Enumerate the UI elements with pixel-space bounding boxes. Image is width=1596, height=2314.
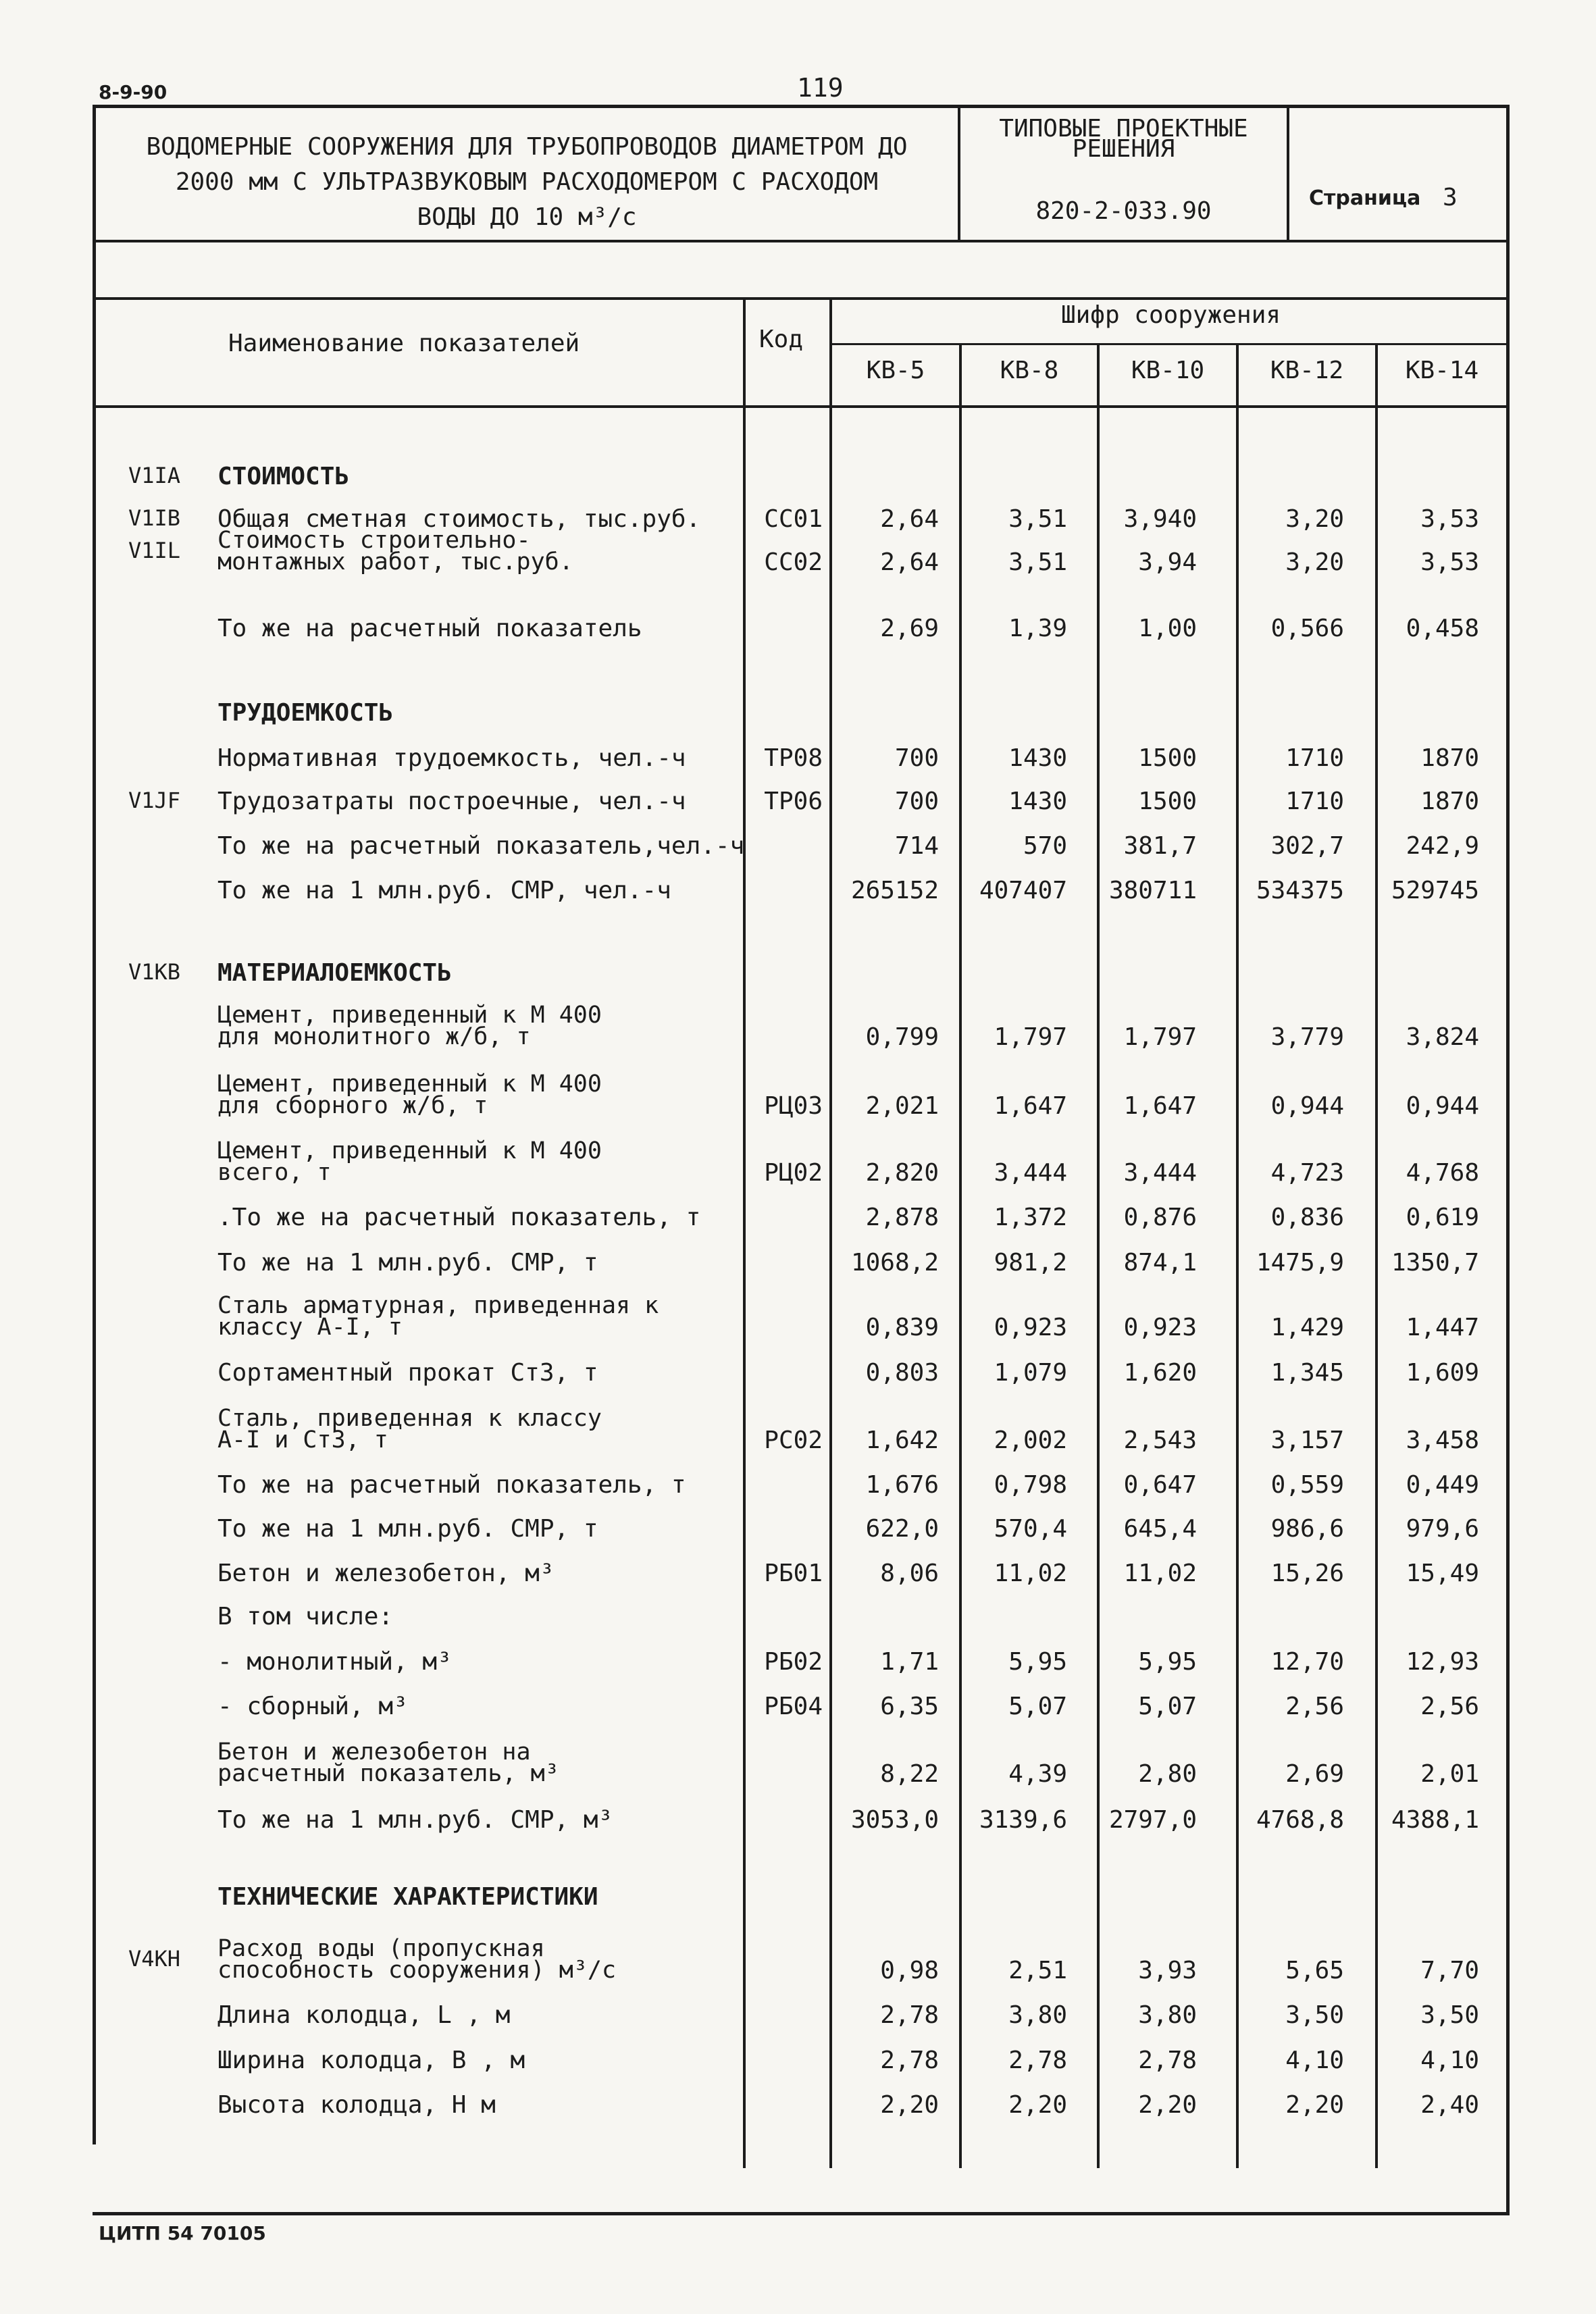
cell-value: 3,458 bbox=[1406, 1426, 1479, 1454]
row-label-line: для монолитного ж/б, т bbox=[217, 1023, 531, 1050]
structure-header: КВ-5 bbox=[866, 357, 925, 384]
cell-value: 3,53 bbox=[1420, 505, 1479, 533]
cell-value: 3,50 bbox=[1420, 2001, 1479, 2029]
row-label: То же на 1 млн.руб. СМР, чел.-ч bbox=[217, 877, 671, 904]
structure-header: КВ-10 bbox=[1131, 357, 1205, 384]
document-title: ВОДОМЕРНЫЕ СООРУЖЕНИЯ ДЛЯ ТРУБОПРОВОДОВ ДИАМЕТРОМ ДО 2000 мм С УЛЬТРАЗВУКОВЫМ РАСХОДОМЕРОМ С РАСХОДОМ ВОДЫ ДО 10 м³/с bbox=[146, 133, 908, 231]
row-label: То же на расчетный показатель bbox=[217, 615, 642, 642]
cell-value: 0,836 bbox=[1270, 1204, 1344, 1231]
row-label: - монолитный, м³ bbox=[217, 1648, 452, 1676]
section-title: ТЕХНИЧЕСКИЕ ХАРАКТЕРИСТИКИ bbox=[217, 1883, 598, 1911]
cell-value: 0,876 bbox=[1123, 1204, 1197, 1231]
cell-value: 0,944 bbox=[1406, 1092, 1479, 1120]
row-label-line: способность сооружения) м³/с bbox=[217, 1957, 617, 1984]
cell-value: 15,49 bbox=[1406, 1560, 1479, 1587]
series-label: ТИПОВЫЕ ПРОЕКТНЫЕ РЕШЕНИЯ bbox=[999, 115, 1248, 163]
cell-value: 3,80 bbox=[1138, 2001, 1197, 2029]
row-label: Бетон и железобетон, м³ bbox=[217, 1560, 555, 1587]
cell-value: 2,78 bbox=[1008, 2047, 1067, 2074]
cell-value: 645,4 bbox=[1123, 1515, 1197, 1543]
row-label: .То же на расчетный показатель, т bbox=[217, 1204, 701, 1231]
cell-value: 1430 bbox=[1008, 744, 1067, 772]
section-title: МАТЕРИАЛОЕМКОСТЬ bbox=[217, 959, 452, 987]
cell-value: 3,51 bbox=[1008, 505, 1067, 533]
cell-value: 570 bbox=[1023, 832, 1067, 860]
cell-value: 1,620 bbox=[1123, 1359, 1197, 1387]
cell-value: 2,01 bbox=[1420, 1760, 1479, 1788]
cell-value: 2,69 bbox=[880, 615, 939, 642]
row-label: Общая сметная стоимость, тыс.руб. bbox=[217, 505, 701, 533]
cell-value: 0,944 bbox=[1270, 1092, 1344, 1120]
cell-value: 4768,8 bbox=[1256, 1806, 1344, 1834]
row-label: То же на расчетный показатель, т bbox=[217, 1471, 686, 1499]
cell-value: 2,51 bbox=[1008, 1957, 1067, 1984]
cell-value: 3,444 bbox=[994, 1159, 1067, 1187]
series-code: 820-2-033.90 bbox=[1035, 197, 1212, 225]
cell-value: 8,22 bbox=[880, 1760, 939, 1788]
column-header-name: Наименование показателей bbox=[228, 330, 580, 357]
row-label-line: Расход воды (пропускная bbox=[217, 1935, 545, 1962]
cell-value: 5,95 bbox=[1138, 1648, 1197, 1676]
cell-value: 0,923 bbox=[1123, 1314, 1197, 1341]
cell-value: 2,56 bbox=[1420, 1693, 1479, 1720]
cell-value: 2,64 bbox=[880, 548, 939, 576]
cell-value: 1,797 bbox=[1123, 1023, 1197, 1051]
cell-value: 714 bbox=[894, 832, 939, 860]
cell-value: 2,64 bbox=[880, 505, 939, 533]
cell-value: 0,566 bbox=[1270, 615, 1344, 642]
cell-value: 4,768 bbox=[1406, 1159, 1479, 1187]
row-label-line: монтажных работ, тыс.руб. bbox=[217, 548, 573, 575]
row-code: РБ04 bbox=[764, 1693, 823, 1720]
cell-value: 1,345 bbox=[1270, 1359, 1344, 1387]
date-stamp: 8-9-90 bbox=[99, 81, 168, 103]
row-label-line: Сталь, приведенная к классу bbox=[217, 1405, 602, 1432]
column-header-code: Код bbox=[759, 326, 804, 353]
cell-value: 3,20 bbox=[1285, 548, 1344, 576]
cell-value: 3,824 bbox=[1406, 1023, 1479, 1051]
cell-value: 1,447 bbox=[1406, 1314, 1479, 1341]
cell-value: 302,7 bbox=[1270, 832, 1344, 860]
row-label: То же на 1 млн.руб. СМР, м³ bbox=[217, 1806, 613, 1834]
footer-code: ЦИТП 54 70105 bbox=[99, 2222, 266, 2244]
row-label: - сборный, м³ bbox=[217, 1693, 408, 1720]
cell-value: 12,93 bbox=[1406, 1648, 1479, 1676]
row-label-line: Стоимость строительно- bbox=[217, 527, 531, 554]
cell-value: 1,676 bbox=[865, 1471, 939, 1499]
cell-value: 1870 bbox=[1420, 788, 1479, 815]
cell-value: 0,799 bbox=[865, 1023, 939, 1051]
cell-value: 0,798 bbox=[994, 1471, 1067, 1499]
cell-value: 2,78 bbox=[880, 2047, 939, 2074]
cell-value: 2797,0 bbox=[1108, 1806, 1197, 1834]
cell-value: 3,20 bbox=[1285, 505, 1344, 533]
row-label-line: Цемент, приведенный к М 400 bbox=[217, 1002, 602, 1029]
cell-value: 1,647 bbox=[994, 1092, 1067, 1120]
cell-value: 0,98 bbox=[880, 1957, 939, 1984]
cell-value: 3,53 bbox=[1420, 548, 1479, 576]
row-label: Нормативная трудоемкость, чел.-ч bbox=[217, 744, 686, 772]
structure-header: КВ-8 bbox=[1000, 357, 1059, 384]
cell-value: 5,65 bbox=[1285, 1957, 1344, 1984]
row-label-line: расчетный показатель, м³ bbox=[217, 1760, 559, 1787]
cell-value: 1,372 bbox=[994, 1204, 1067, 1231]
cell-value: 1,079 bbox=[994, 1359, 1067, 1387]
row-mark: V4KH bbox=[128, 1946, 181, 1972]
section-title: ТРУДОЕМКОСТЬ bbox=[217, 699, 394, 727]
cell-value: 4,39 bbox=[1008, 1760, 1067, 1788]
cell-value: 2,20 bbox=[1138, 2091, 1197, 2119]
cell-value: 0,923 bbox=[994, 1314, 1067, 1341]
cell-value: 3,51 bbox=[1008, 548, 1067, 576]
cell-value: 1710 bbox=[1285, 788, 1344, 815]
cell-value: 1,797 bbox=[994, 1023, 1067, 1051]
cell-value: 6,35 bbox=[880, 1693, 939, 1720]
cell-value: 1430 bbox=[1008, 788, 1067, 815]
cell-value: 265152 bbox=[850, 877, 939, 904]
header-gap-line bbox=[93, 297, 1510, 300]
row-code: РБ02 bbox=[764, 1648, 823, 1676]
cell-value: 3053,0 bbox=[850, 1806, 939, 1834]
cell-value: 981,2 bbox=[994, 1249, 1067, 1277]
cell-value: 12,70 bbox=[1270, 1648, 1344, 1676]
cell-value: 1,39 bbox=[1008, 615, 1067, 642]
cell-value: 2,56 bbox=[1285, 1693, 1344, 1720]
cell-value: 2,78 bbox=[880, 2001, 939, 2029]
cell-value: 5,07 bbox=[1008, 1693, 1067, 1720]
cell-value: 5,95 bbox=[1008, 1648, 1067, 1676]
cell-value: 700 bbox=[894, 788, 939, 815]
cell-value: 381,7 bbox=[1123, 832, 1197, 860]
cell-value: 407407 bbox=[979, 877, 1067, 904]
cell-value: 2,40 bbox=[1420, 2091, 1479, 2119]
row-code: ТР06 bbox=[764, 788, 823, 815]
page-value: 3 bbox=[1443, 184, 1458, 211]
cell-value: 2,20 bbox=[1285, 2091, 1344, 2119]
vline-code-values bbox=[829, 297, 832, 2168]
page-label: Страница bbox=[1309, 186, 1421, 210]
cell-value: 3,444 bbox=[1123, 1159, 1197, 1187]
row-label: Трудозатраты построечные, чел.-ч bbox=[217, 788, 686, 815]
cell-value: 2,69 bbox=[1285, 1760, 1344, 1788]
cell-value: 979,6 bbox=[1406, 1515, 1479, 1543]
row-label: То же на 1 млн.руб. СМР, т bbox=[217, 1515, 598, 1543]
cell-value: 7,70 bbox=[1420, 1957, 1479, 1984]
row-label: То же на 1 млн.руб. СМР, т bbox=[217, 1249, 598, 1277]
cell-value: 3139,6 bbox=[979, 1806, 1067, 1834]
cell-value: 1500 bbox=[1138, 788, 1197, 815]
cell-value: 874,1 bbox=[1123, 1249, 1197, 1277]
hline-header-bottom bbox=[93, 405, 1510, 408]
section-title: СТОИМОСТЬ bbox=[217, 463, 350, 490]
cell-value: 5,07 bbox=[1138, 1693, 1197, 1720]
row-label: То же на расчетный показатель,чел.-ч bbox=[217, 832, 745, 860]
row-label-line: для сборного ж/б, т bbox=[217, 1092, 488, 1119]
frame-left bbox=[93, 105, 96, 2144]
row-mark: V1IB bbox=[128, 505, 181, 531]
row-code: СС02 bbox=[764, 548, 823, 576]
cell-value: 242,9 bbox=[1406, 832, 1479, 860]
header-bottom-line bbox=[93, 240, 1510, 242]
row-mark: V1KB bbox=[128, 959, 181, 985]
row-label: Ширина колодца, В , м bbox=[217, 2047, 525, 2074]
column-header-group: Шифр сооружения bbox=[1060, 301, 1281, 329]
cell-value: 1,642 bbox=[865, 1426, 939, 1454]
cell-value: 1500 bbox=[1138, 744, 1197, 772]
row-label-line: Цемент, приведенный к М 400 bbox=[217, 1071, 602, 1098]
row-mark: V1IA bbox=[128, 463, 181, 488]
row-label-line: Бетон и железобетон на bbox=[217, 1739, 531, 1766]
frame-right bbox=[1506, 105, 1510, 2215]
cell-value: 1,71 bbox=[880, 1648, 939, 1676]
row-code: СС01 bbox=[764, 505, 823, 533]
cell-value: 4388,1 bbox=[1391, 1806, 1479, 1834]
row-mark: V1JF bbox=[128, 788, 181, 813]
row-label: В том числе: bbox=[217, 1603, 394, 1630]
page-number: 119 bbox=[797, 73, 844, 103]
cell-value: 534375 bbox=[1256, 877, 1344, 904]
vline-name-code bbox=[743, 297, 746, 2168]
cell-value: 3,50 bbox=[1285, 2001, 1344, 2029]
row-mark: V1IL bbox=[128, 538, 181, 563]
cell-value: 380711 bbox=[1108, 877, 1197, 904]
cell-value: 1,429 bbox=[1270, 1314, 1344, 1341]
cell-value: 4,10 bbox=[1285, 2047, 1344, 2074]
cell-value: 1350,7 bbox=[1391, 1249, 1479, 1277]
row-label-line: классу А-I, т bbox=[217, 1314, 403, 1341]
row-code: РЦ02 bbox=[764, 1159, 823, 1187]
cell-value: 0,803 bbox=[865, 1359, 939, 1387]
cell-value: 622,0 bbox=[865, 1515, 939, 1543]
row-label-line: Сталь арматурная, приведенная к bbox=[217, 1292, 659, 1319]
cell-value: 2,543 bbox=[1123, 1426, 1197, 1454]
cell-value: 3,779 bbox=[1270, 1023, 1344, 1051]
cell-value: 1068,2 bbox=[850, 1249, 939, 1277]
cell-value: 3,94 bbox=[1138, 548, 1197, 576]
cell-value: 2,878 bbox=[865, 1204, 939, 1231]
cell-value: 3,940 bbox=[1123, 505, 1197, 533]
header-divider-2 bbox=[1287, 105, 1289, 241]
hline-group bbox=[829, 343, 1510, 345]
frame-top bbox=[93, 105, 1510, 108]
cell-value: 2,80 bbox=[1138, 1760, 1197, 1788]
cell-value: 2,20 bbox=[880, 2091, 939, 2119]
cell-value: 11,02 bbox=[1123, 1560, 1197, 1587]
cell-value: 3,80 bbox=[1008, 2001, 1067, 2029]
cell-value: 2,820 bbox=[865, 1159, 939, 1187]
cell-value: 0,559 bbox=[1270, 1471, 1344, 1499]
row-label: Сортаментный прокат Ст3, т bbox=[217, 1359, 598, 1387]
row-label-line: всего, т bbox=[217, 1159, 332, 1186]
cell-value: 1,00 bbox=[1138, 615, 1197, 642]
row-label: Высота колодца, Н м bbox=[217, 2091, 496, 2119]
structure-header: КВ-12 bbox=[1270, 357, 1344, 384]
cell-value: 0,647 bbox=[1123, 1471, 1197, 1499]
cell-value: 1475,9 bbox=[1256, 1249, 1344, 1277]
cell-value: 1,647 bbox=[1123, 1092, 1197, 1120]
cell-value: 2,20 bbox=[1008, 2091, 1067, 2119]
cell-value: 1870 bbox=[1420, 744, 1479, 772]
cell-value: 8,06 bbox=[880, 1560, 939, 1587]
row-label: Длина колодца, L , м bbox=[217, 2001, 511, 2029]
cell-value: 4,10 bbox=[1420, 2047, 1479, 2074]
row-code: ТР08 bbox=[764, 744, 823, 772]
row-label-line: А-I и Ст3, т bbox=[217, 1426, 388, 1454]
frame-bottom bbox=[93, 2212, 1510, 2215]
cell-value: 0,619 bbox=[1406, 1204, 1479, 1231]
cell-value: 1,609 bbox=[1406, 1359, 1479, 1387]
cell-value: 529745 bbox=[1391, 877, 1479, 904]
cell-value: 0,458 bbox=[1406, 615, 1479, 642]
row-code: РБ01 bbox=[764, 1560, 823, 1587]
row-code: РЦ03 bbox=[764, 1092, 823, 1120]
cell-value: 11,02 bbox=[994, 1560, 1067, 1587]
cell-value: 570,4 bbox=[994, 1515, 1067, 1543]
cell-value: 4,723 bbox=[1270, 1159, 1344, 1187]
cell-value: 0,449 bbox=[1406, 1471, 1479, 1499]
cell-value: 700 bbox=[894, 744, 939, 772]
cell-value: 2,002 bbox=[994, 1426, 1067, 1454]
row-label-line: Цемент, приведенный к М 400 bbox=[217, 1137, 602, 1164]
cell-value: 3,93 bbox=[1138, 1957, 1197, 1984]
cell-value: 2,78 bbox=[1138, 2047, 1197, 2074]
cell-value: 3,157 bbox=[1270, 1426, 1344, 1454]
cell-value: 986,6 bbox=[1270, 1515, 1344, 1543]
cell-value: 0,839 bbox=[865, 1314, 939, 1341]
row-code: РС02 bbox=[764, 1426, 823, 1454]
cell-value: 15,26 bbox=[1270, 1560, 1344, 1587]
cell-value: 1710 bbox=[1285, 744, 1344, 772]
cell-value: 2,021 bbox=[865, 1092, 939, 1120]
structure-header: КВ-14 bbox=[1405, 357, 1479, 384]
